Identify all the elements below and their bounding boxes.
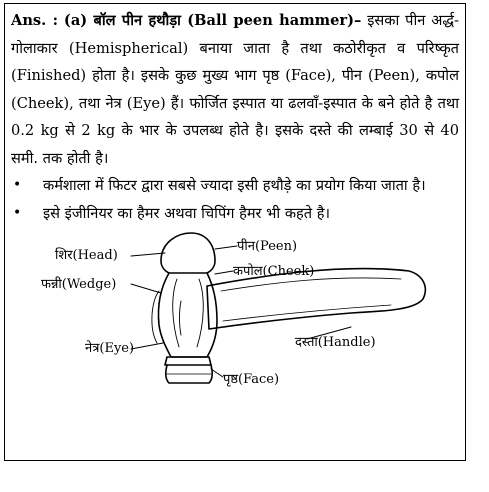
label-handle: दस्ता(Handle) <box>295 335 376 350</box>
answer-text: इसका पीन अर्द्ध-गोलाकार (Hemispherical) बनाया जाता है तथा कठोरीकृत व परिष्कृत (Finished) होता है। इसके कुछ मुख्य भाग पृष्ठ (Face), पीन (Peen), कपोल (Cheek), तथा नेत्र (Eye) हैं। फोर्जित इस्पात या ढलवाँ-इस्पात के बने होते है तथा 0.2 kg से 2 kg के भार के उपलब्ध होते है। इसके दस्ते की लम्बाई 30 से 40 समी. तक होती है। <box>11 12 460 167</box>
answer-label: Ans. : <box>11 12 58 29</box>
bullet-text: कर्मशाला में फिटर द्वारा सबसे ज्यादा इसी हथौड़े का प्रयोग किया जाता है। <box>43 177 426 194</box>
bullet-icon: • <box>13 204 22 221</box>
label-peen: पीन(Peen) <box>237 239 298 254</box>
label-head: शिर(Head) <box>55 248 118 263</box>
bullet-text: इसे इंजीनियर का हैमर अथवा चिपिंग हैमर भी कहते है। <box>43 204 331 222</box>
label-wedge: फन्नी(Wedge) <box>41 277 117 292</box>
label-face: पृष्ठ(Face) <box>223 372 280 387</box>
hammer-diagram <box>11 231 459 391</box>
answer-box <box>4 3 466 461</box>
list-item <box>11 172 459 200</box>
answer-title: (a) बॉल पीन हथौड़ा (Ball peen hammer)– <box>63 12 362 29</box>
face-shape <box>165 357 211 365</box>
bullet-list <box>11 172 459 227</box>
label-eye: नेत्र(Eye) <box>85 341 135 356</box>
bullet-icon: • <box>13 177 22 193</box>
answer-paragraph <box>11 7 459 172</box>
cropped-next-line <box>60 463 360 471</box>
list-item <box>11 200 459 228</box>
peen-shape <box>161 233 215 273</box>
label-cheek: कपोल(Cheek) <box>233 264 315 279</box>
